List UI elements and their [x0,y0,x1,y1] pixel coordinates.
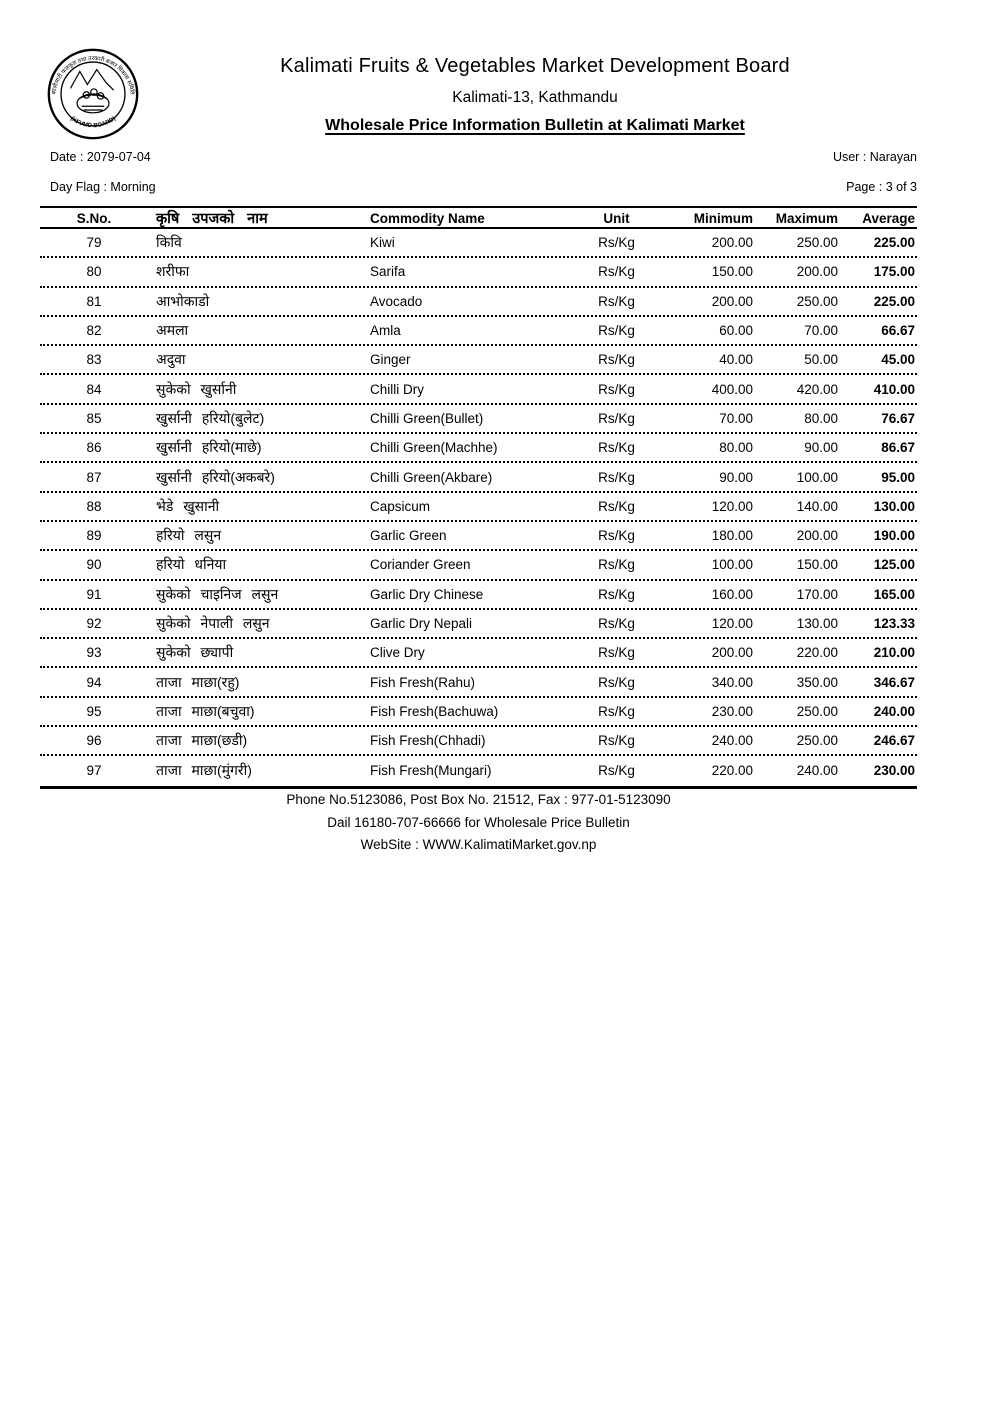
col-header-sno: S.No. [76,210,112,226]
row-nepali-name: भेडे खुसानी [156,497,220,514]
row-average: 410.00 [873,381,915,397]
row-unit: Rs/Kg [598,703,635,719]
row-minimum: 60.00 [719,323,753,339]
org-name: Kalimati Fruits & Vegetables Market Development Board [280,55,790,77]
logo-arc-text-bottom: (KFVMD BOARD) [69,115,117,130]
row-commodity-name: Amla [370,323,401,339]
row-unit: Rs/Kg [598,557,635,573]
row-nepali-name: सुकेको चाइनिज लसुन [156,585,279,602]
table-row [40,288,917,317]
row-average: 190.00 [873,528,915,544]
row-commodity-name: Avocado [370,293,423,309]
row-sno: 80 [86,264,102,280]
page-title: Wholesale Price Information Bulletin at Kalimati Market [325,117,745,134]
table-row [40,727,917,756]
row-maximum: 250.00 [796,703,838,719]
row-average: 95.00 [881,469,915,485]
row-average: 240.00 [873,703,915,719]
table-row [40,346,917,375]
row-maximum: 420.00 [796,381,838,397]
row-maximum: 200.00 [796,264,838,280]
row-nepali-name: खुर्सानी हरियो(बुलेट) [156,409,265,426]
meta-row-2 [50,180,917,194]
row-minimum: 90.00 [719,469,753,485]
footer-dial-line: Dail 16180-707-66666 for Wholesale Price Bulletin [327,814,630,830]
row-nepali-name: सुकेको खुर्सानी [156,380,237,397]
row-sno: 97 [86,763,102,779]
row-nepali-name: अमला [156,322,189,339]
row-nepali-name: खुर्सानी हरियो(अकबरे) [156,468,275,485]
row-sno: 91 [86,586,102,602]
row-commodity-name: Clive Dry [370,645,425,661]
table-row [40,522,917,551]
row-unit: Rs/Kg [598,264,635,280]
row-minimum: 120.00 [711,616,753,631]
row-minimum: 240.00 [711,733,753,749]
row-sno: 89 [86,528,102,544]
row-minimum: 40.00 [719,352,753,368]
row-nepali-name: हरियो धनिया [156,556,227,573]
row-minimum: 70.00 [719,410,753,426]
row-commodity-name: Fish Fresh(Rahu) [370,674,476,690]
row-sno: 85 [86,410,102,426]
row-maximum: 80.00 [804,410,838,426]
row-average: 125.00 [873,557,915,573]
row-average: 45.00 [881,352,915,368]
row-maximum: 130.00 [796,616,838,631]
col-header-average: Average [862,210,915,226]
row-minimum: 230.00 [711,703,753,719]
table-row [40,317,917,346]
table-row [40,258,917,287]
row-unit: Rs/Kg [598,674,635,690]
row-nepali-name: ताजा माछा(बचुवा) [156,702,255,719]
row-nepali-name: सुकेको छ्यापी [156,644,234,661]
row-sno: 95 [86,703,102,719]
row-maximum: 250.00 [796,235,838,251]
row-unit: Rs/Kg [598,352,635,368]
row-average: 66.67 [881,323,915,339]
row-maximum: 90.00 [804,440,838,456]
row-sno: 96 [86,733,102,749]
table-row [40,551,917,580]
row-maximum: 250.00 [796,293,838,309]
row-sno: 92 [86,616,102,631]
row-sno: 94 [86,674,102,690]
row-minimum: 120.00 [711,498,753,514]
row-sno: 81 [86,293,102,309]
row-maximum: 150.00 [796,557,838,573]
row-unit: Rs/Kg [598,323,635,339]
user-label: User : Narayan [832,150,917,164]
table-row [40,405,917,434]
row-average: 225.00 [873,235,915,251]
row-sno: 79 [86,235,102,251]
row-sno: 83 [86,352,102,368]
table-row [40,493,917,522]
row-average: 130.00 [873,498,915,514]
row-average: 210.00 [873,645,915,661]
row-commodity-name: Garlic Dry Nepali [370,616,473,631]
col-header-minimum: Minimum [693,210,753,226]
table-row [40,581,917,610]
row-commodity-name: Coriander Green [370,557,471,573]
row-minimum: 180.00 [711,528,753,544]
table-row [40,610,917,639]
table-row [40,698,917,727]
table-row [40,668,917,697]
row-average: 246.67 [873,733,915,749]
col-header-commodity: Commodity Name [370,210,485,226]
row-commodity-name: Sarifa [370,264,406,280]
row-sno: 87 [86,469,102,485]
row-maximum: 100.00 [796,469,838,485]
row-nepali-name: शरीफा [156,263,190,280]
col-header-unit: Unit [603,210,630,226]
table-header-row [40,206,917,229]
row-unit: Rs/Kg [598,410,635,426]
row-maximum: 200.00 [796,528,838,544]
row-maximum: 140.00 [796,498,838,514]
row-unit: Rs/Kg [598,528,635,544]
row-minimum: 220.00 [711,763,753,779]
date-label: Date : 2079-07-04 [50,150,151,164]
row-minimum: 150.00 [711,264,753,280]
page-number-label: Page : 3 of 3 [846,180,917,194]
row-commodity-name: Fish Fresh(Mungari) [370,763,492,779]
row-sno: 88 [86,498,102,514]
row-unit: Rs/Kg [598,645,635,661]
row-sno: 82 [86,323,102,339]
row-unit: Rs/Kg [598,235,635,251]
row-minimum: 200.00 [711,645,753,661]
org-address: Kalimati-13, Kathmandu [452,89,618,106]
row-unit: Rs/Kg [598,733,635,749]
col-header-maximum: Maximum [775,210,838,226]
title-block [70,54,1000,135]
row-minimum: 200.00 [711,235,753,251]
row-average: 230.00 [873,763,915,779]
row-unit: Rs/Kg [598,498,635,514]
row-nepali-name: किवि [156,234,182,251]
row-average: 225.00 [873,293,915,309]
row-commodity-name: Garlic Green [370,528,447,544]
row-maximum: 170.00 [796,586,838,602]
table-row [40,375,917,404]
row-sno: 86 [86,440,102,456]
row-commodity-name: Chilli Green(Akbare) [370,469,493,485]
row-commodity-name: Chilli Green(Machhe) [370,440,498,456]
row-sno: 90 [86,557,102,573]
row-nepali-name: खुर्सानी हरियो(माछे) [156,439,262,456]
row-nepali-name: सुकेको नेपाली लसुन [156,615,270,631]
table-body [40,229,917,789]
row-nepali-name: हरियो लसुन [156,527,222,544]
row-commodity-name: Chilli Green(Bullet) [370,410,484,426]
row-unit: Rs/Kg [598,616,635,631]
table-row [40,463,917,492]
row-minimum: 200.00 [711,293,753,309]
row-unit: Rs/Kg [598,763,635,779]
row-average: 346.67 [873,674,915,690]
row-minimum: 80.00 [719,440,753,456]
row-commodity-name: Chilli Dry [370,381,424,397]
row-maximum: 70.00 [804,323,838,339]
row-minimum: 100.00 [711,557,753,573]
col-header-nepali: कृषि उपजको नाम [156,211,268,227]
row-unit: Rs/Kg [598,381,635,397]
row-maximum: 240.00 [796,763,838,779]
row-nepali-name: आभोकाडो [156,292,210,309]
row-commodity-name: Kiwi [370,235,395,251]
day-flag-label: Day Flag : Morning [50,180,156,194]
row-average: 86.67 [881,440,915,456]
row-commodity-name: Capsicum [370,498,431,514]
row-average: 175.00 [873,264,915,280]
row-unit: Rs/Kg [598,586,635,602]
report-footer [40,789,917,857]
row-sno: 93 [86,645,102,661]
row-maximum: 220.00 [796,645,838,661]
row-commodity-name: Fish Fresh(Chhadi) [370,733,486,749]
row-unit: Rs/Kg [598,440,635,456]
row-nepali-name: ताजा माछा(छडी) [156,732,248,749]
row-minimum: 340.00 [711,674,753,690]
price-table [40,206,917,789]
row-nepali-name: ताजा माछा(रहु) [156,673,240,690]
row-minimum: 400.00 [711,381,753,397]
table-row [40,639,917,668]
row-sno: 84 [86,381,102,397]
footer-website-line: WebSite : WWW.KalimatiMarket.gov.np [360,837,597,852]
table-row [40,434,917,463]
row-nepali-name: ताजा माछा(मुंगरी) [156,762,252,779]
row-commodity-name: Fish Fresh(Bachuwa) [370,703,499,719]
row-average: 76.67 [881,410,915,426]
meta-row-1 [50,150,917,164]
row-unit: Rs/Kg [598,469,635,485]
row-commodity-name: Ginger [370,352,411,368]
row-maximum: 350.00 [796,674,838,690]
row-minimum: 160.00 [711,586,753,602]
table-row [40,756,917,785]
footer-contact-line: Phone No.5123086, Post Box No. 21512, Fax : 977-01-5123090 [286,792,671,807]
row-commodity-name: Garlic Dry Chinese [370,586,484,602]
row-nepali-name: अदुवा [156,351,186,368]
table-row [40,229,917,258]
row-maximum: 250.00 [796,733,838,749]
row-maximum: 50.00 [804,352,838,368]
row-average: 165.00 [873,586,915,602]
row-unit: Rs/Kg [598,293,635,309]
row-average: 123.33 [873,616,915,631]
logo-arc-text-top: कालीमाटी फलफूल तथा तरकारी बजार विकास समिति [51,56,135,95]
